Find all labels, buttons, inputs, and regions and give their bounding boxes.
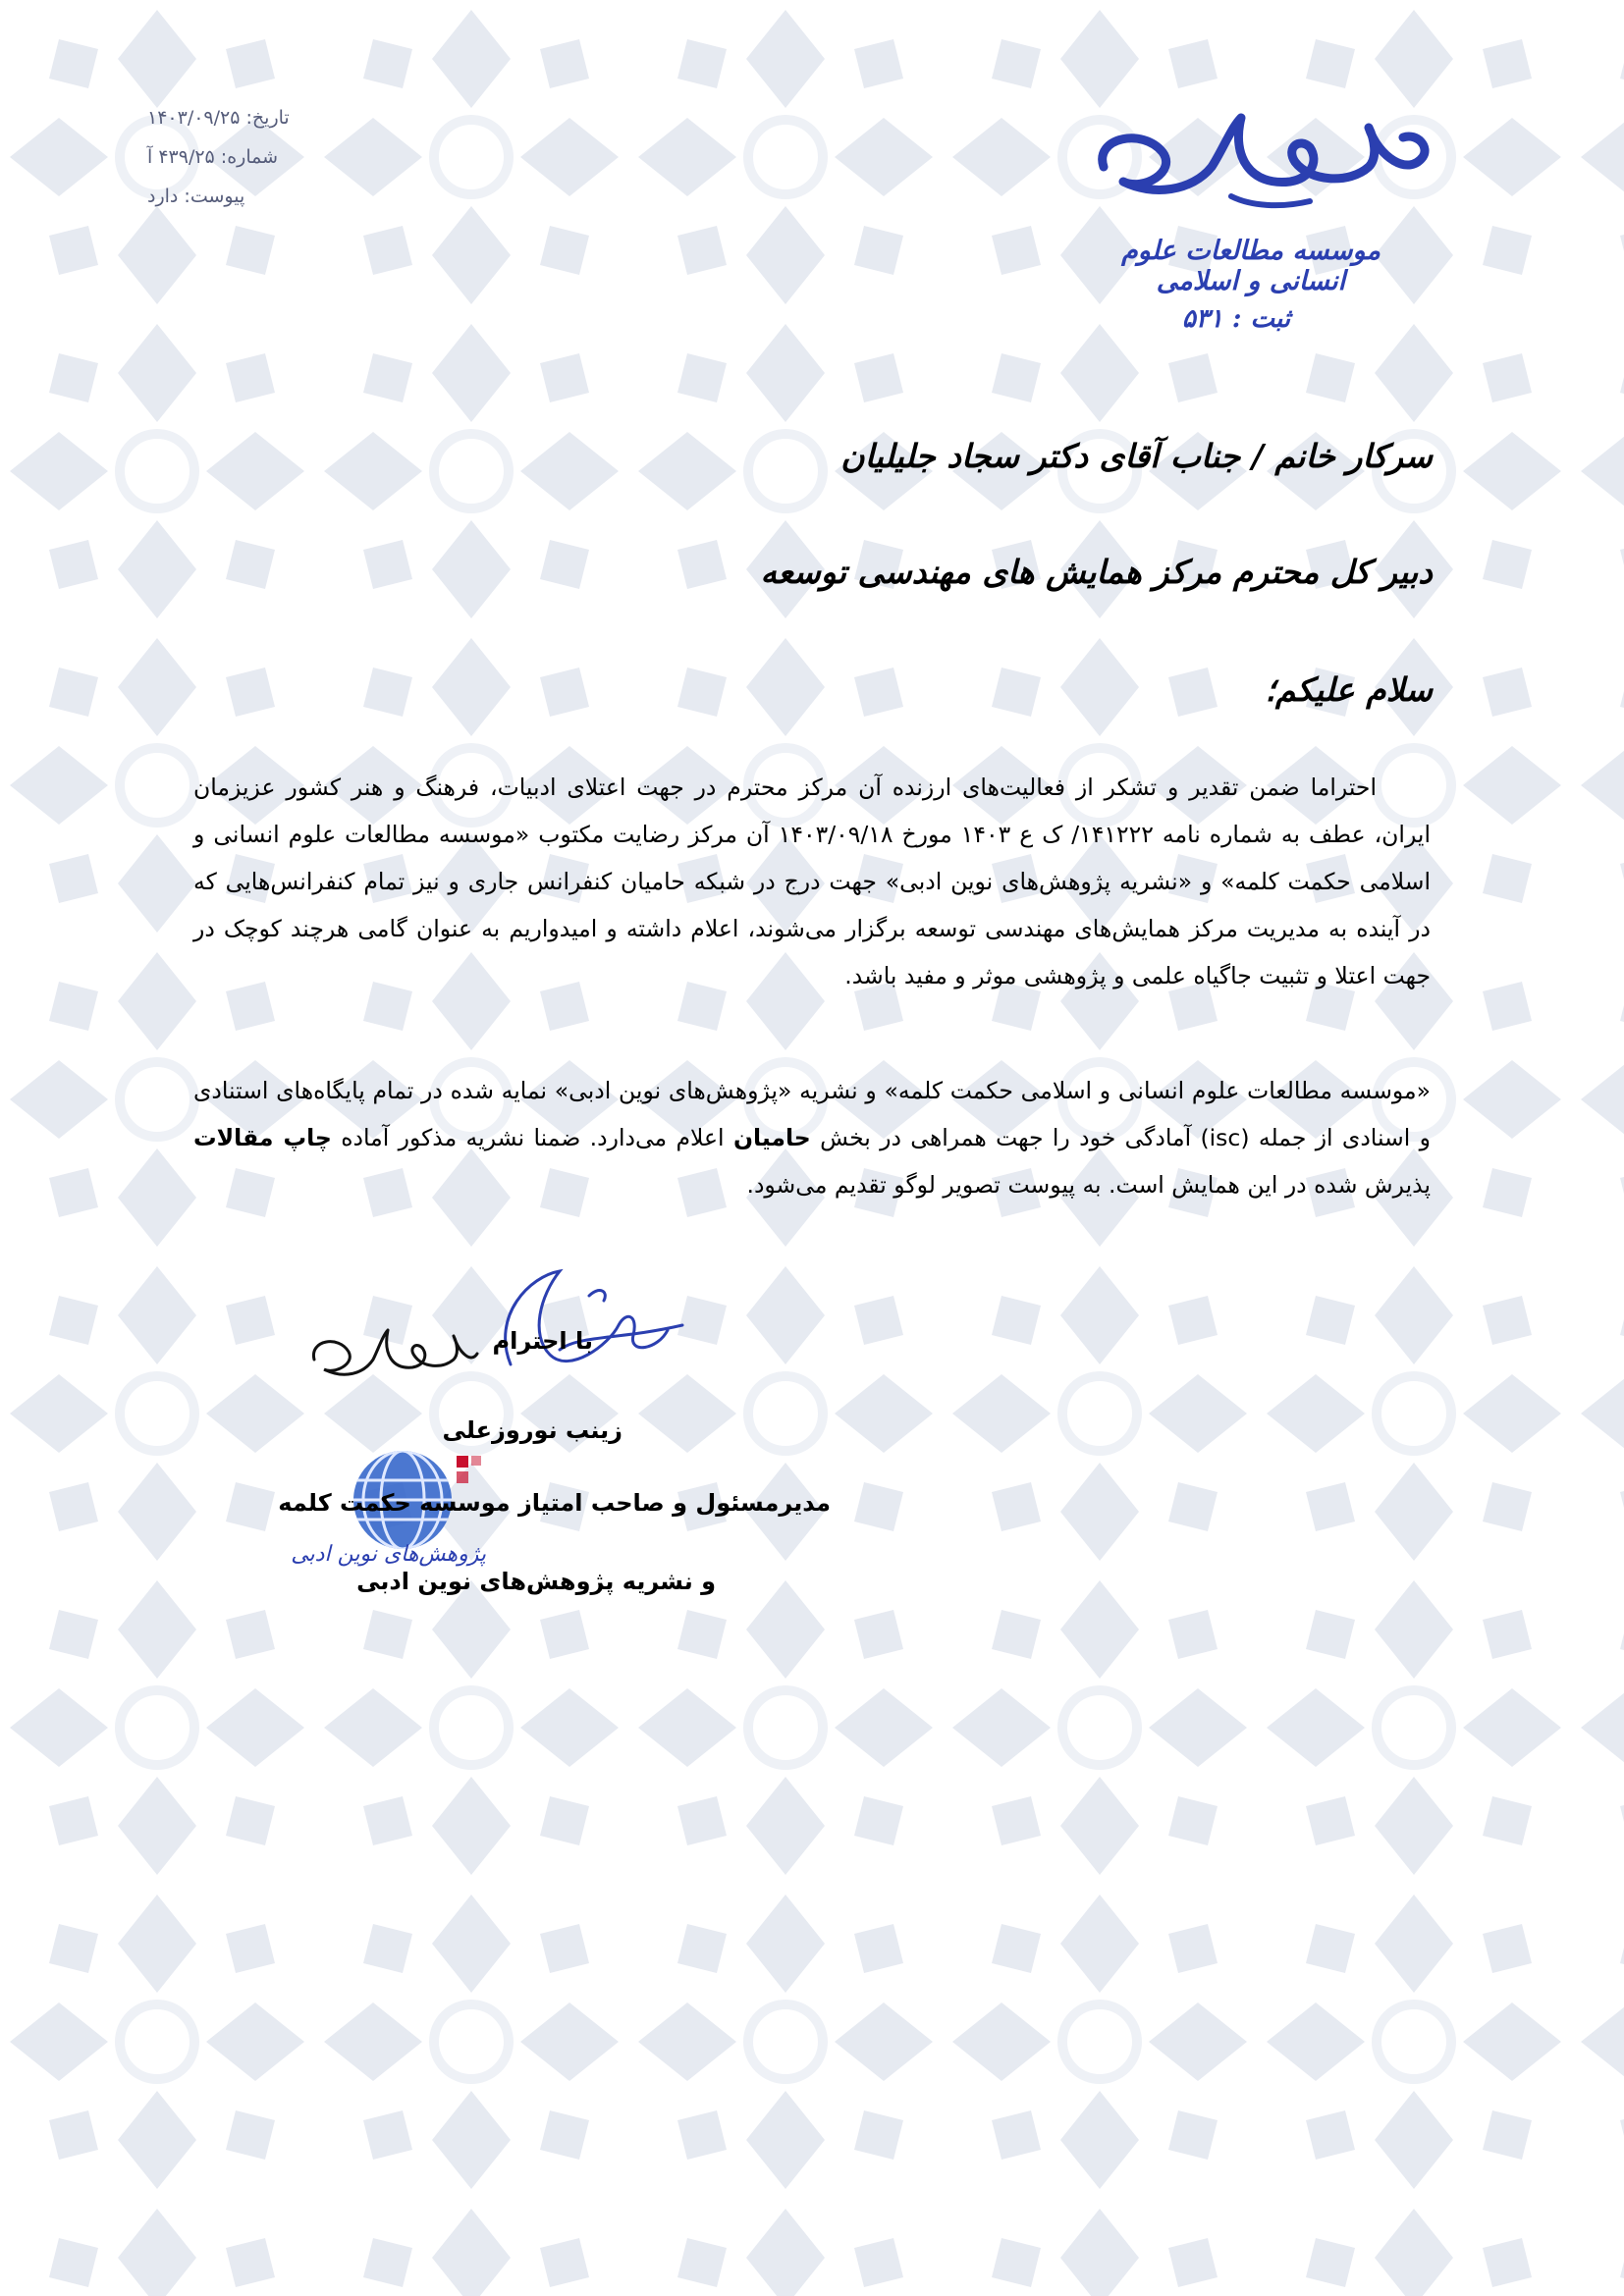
print-articles-highlight: چاپ مقالات [193,1124,332,1151]
signatory-name: زینب نوروزعلی [442,1416,623,1444]
paragraph-2-part-c: اعلام می‌دارد. ضمنا نشریه مذکور آماده [341,1124,725,1151]
addressee-position: دبیر کل محترم مرکز همایش های مهندسی توسعه [760,553,1433,591]
paragraph-2-part-a: «موسسه مطالعات علوم انسانی و اسلامی حکمت کلمه» و نشریه «پژوهش‌های نوین ادبی» نمایه شده در تمام پایگاه‌های استنادی و اسنادی از جمله (isc) آمادگی خود را جهت همراهی در بخش [193,1077,1431,1151]
letter-meta [147,98,412,216]
addressee: سرکار خانم / جناب آقای دکتر سجاد جلیلیان [840,437,1433,475]
stamp-text: پژوهش‌های نوین ادبی [291,1542,486,1567]
institution-name: موسسه مطالعات علوم انسانی و اسلامی [1121,236,1380,296]
closing-regards: با احترام [492,1327,593,1355]
body-paragraph-2 [193,1067,1431,1208]
paragraph-1-text: احتراما ضمن تقدیر و تشکر از فعالیت‌های ارزنده آن مرکز محترم در جهت اعتلای ادبیات، فرهنگ و هنر کشور عزیزمان ایران، عطف به شماره نامه ۱۴۱۲۲۲/ ک ع ۱۴۰۳ مورخ ۱۴۰۳/۰۹/۱۸ آن مرکز رضایت مکتوب «موسسه مطالعات علوم انسانی و اسلامی حکمت کلمه» و «نشریه پژوهش‌های نوین ادبی» جهت درج در شبکه حامیان کنفرانس جاری و نیز تمام کنفرانس‌هایی که در آینده به مدیریت مرکز همایش‌های مهندسی توسعه برگزار می‌شوند، اعلام داشته و امیدواریم به عنوان گامی هرچند کوچک در جهت اعتلا و تثبیت جاگیاه علمی و پژوهشی موثر و مفید باشد. [193,774,1431,989]
signatory-title-2: و نشریه پژوهش‌های نوین ادبی [356,1568,716,1595]
logo-calligraphy [1084,98,1437,216]
letterhead [1084,98,1437,353]
body-paragraph-1 [193,764,1431,999]
paragraph-2-part-e: پذیرش شده در این همایش است. به پیوست تصویر لوگو تقدیم می‌شود. [746,1171,1431,1199]
greeting: سلام علیکم؛ [1265,670,1433,709]
letter-number: شماره: ۴۳۹/۲۵ آ [147,146,279,168]
sponsors-highlight: حامیان [732,1124,811,1151]
letter-attachment: پیوست: دارد [147,186,245,207]
logo-signature-scribble [304,1320,481,1389]
signatory-title-1: مدیرمسئول و صاحب امتیاز موسسه حکمت کلمه [278,1489,831,1517]
letter-date: تاریخ: ۱۴۰۳/۰۹/۲۵ [147,107,290,129]
registration-number: ثبت : ۵۳۱ [1181,304,1291,334]
